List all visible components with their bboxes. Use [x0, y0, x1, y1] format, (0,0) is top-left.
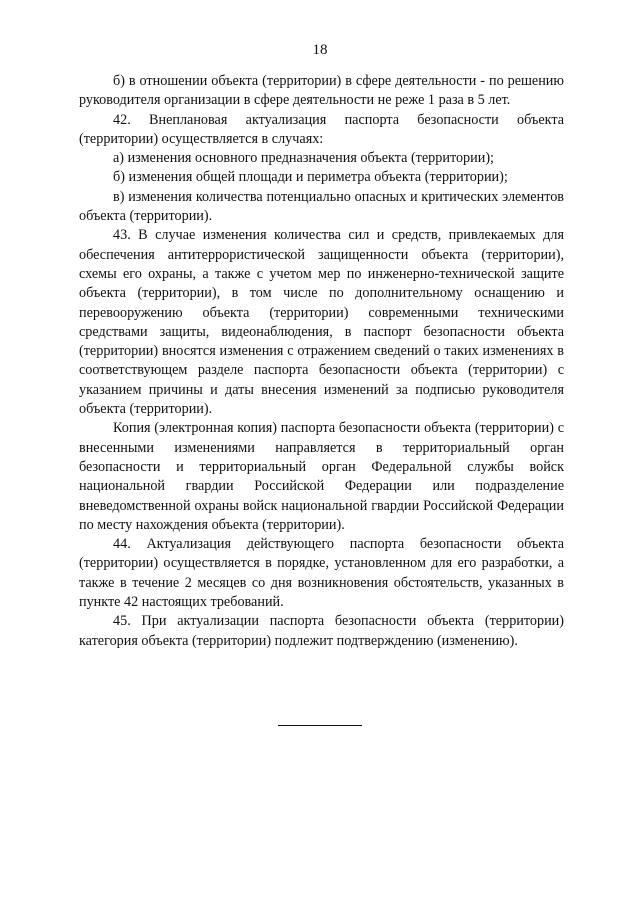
paragraph-44: 44. Актуализация действующего паспорта безопасности объекта (территории) осуществляется в порядке, установленном для его разработки, а также в течение 2 месяцев со дня возникновения обстоятельств, указанных в пункте 42 настоящих требований. [79, 536, 564, 611]
page-number: 18 [312, 42, 328, 58]
paragraph-43-copy: Копия (электронная копия) паспорта безопасности объекта (территории) с внесенными изменениями направляется в территориальный орган безопасности и территориальный орган Федеральной службы войск национальной гвардии Российской Федерации или подразделение вневедомственной охраны войск национальной гвардии Российской Федерации по месту нахождения объекта (территории). [79, 420, 564, 533]
end-divider [278, 725, 362, 726]
paragraph-42-a: а) изменения основного предназначения объекта (территории); [113, 150, 494, 167]
paragraph-45: 45. При актуализации паспорта безопасности объекта (территории) категория объекта (территории) подлежит подтверждению (изменению). [79, 613, 564, 649]
paragraph-42: 42. Внеплановая актуализация паспорта безопасности объекта (территории) осуществляется в случаях: [79, 111, 564, 147]
paragraph-42-b: б) изменения общей площади и периметра объекта (территории); [113, 169, 508, 186]
paragraph-43: 43. В случае изменения количества сил и средств, привлекаемых для обеспечения антитеррористической защищенности объекта (территории), схемы его охраны, а также с учетом мер по инженерно-технической защите объекта (территории), в том числе по дополнительному оснащению и перевооружению объекта (территории) современными техническими средствами защиты, видеонаблюдения, в паспорт безопасности объекта (территории) вносятся изменения с отражением сведений о таких изменениях в соответствующем разделе паспорта безопасности объекта (территории) с указанием причины и даты внесения изменений за подписью руководителя объекта (территории). [79, 227, 564, 418]
document-body [79, 72, 564, 651]
paragraph-b-activity-sphere: б) в отношении объекта (территории) в сфере деятельности - по решению руководителя организации в сфере деятельности не реже 1 раза в 5 лет. [79, 73, 564, 109]
paragraph-42-v: в) изменения количества потенциально опасных и критических элементов объекта (территории). [79, 188, 564, 225]
